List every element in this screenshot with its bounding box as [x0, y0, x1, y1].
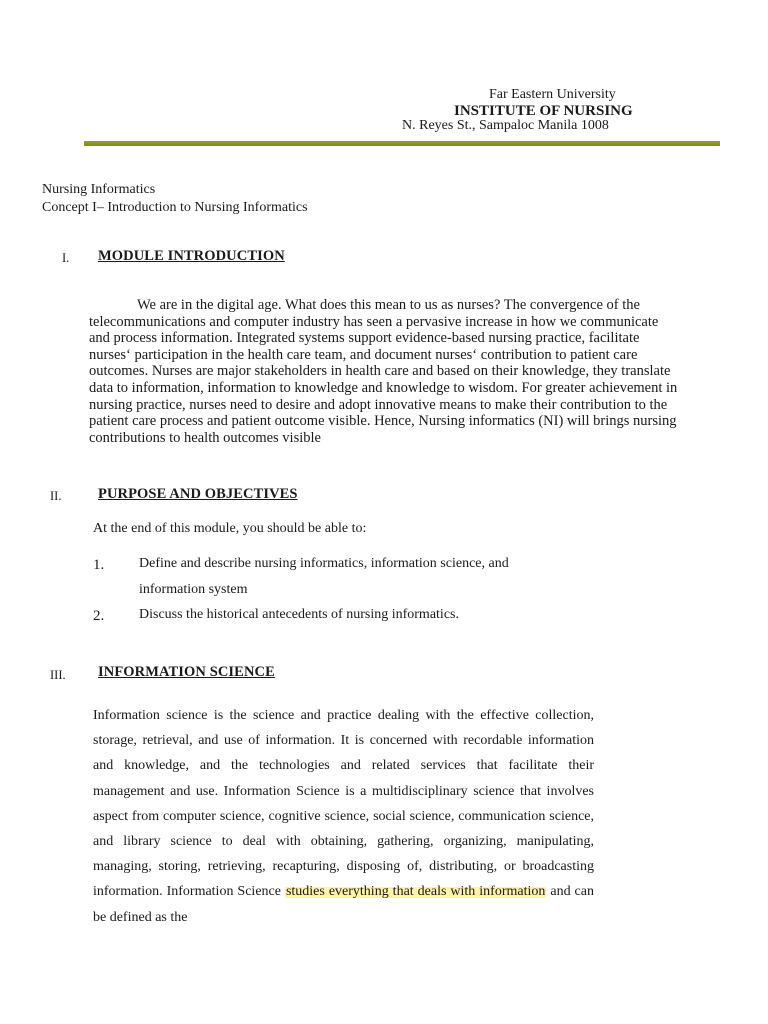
section-numeral: III.: [50, 668, 66, 682]
section-heading: PURPOSE AND OBJECTIVES: [98, 486, 298, 502]
module-intro-text: We are in the digital age. What does this mean to us as nurses? The convergence of the telecommunications and computer industry has seen a pervasive increase in how we communicate and process information. Integrated systems support evidence-based nursing practice, facilitate nurses‘ participation in the health care team, and document nurses‘ contribution to patient care outcomes. Nurses are major stakeholders in health care and based on their knowledge, they translate data to information, information to knowledge and knowledge to wisdom. For greater achievement in nursing practice, nurses need to desire and adopt innovative means to make their contribution to the patient care process and patient outcome visible. Hence, Nursing informatics (NI) will brings nursing contributions to health outcomes visible: [89, 297, 678, 446]
information-science-paragraph: [93, 703, 594, 930]
highlighted-text: studies everything that deals with information: [285, 884, 546, 900]
section-numeral: II.: [50, 489, 62, 503]
info-science-text-end: and can be defined as the: [93, 884, 594, 925]
section-numeral: I.: [62, 251, 70, 265]
module-intro-paragraph: [89, 297, 681, 446]
university-name: Far Eastern University: [489, 87, 616, 102]
section-heading: INFORMATION SCIENCE: [98, 664, 275, 680]
header-rule: [84, 141, 720, 146]
objective-item: Discuss the historical antecedents of nursing informatics.: [139, 607, 459, 622]
section-heading: MODULE INTRODUCTION: [98, 248, 285, 264]
objective-number: 1.: [93, 557, 105, 573]
concept-title: Concept I– Introduction to Nursing Informatics: [42, 200, 308, 215]
institute-name: INSTITUTE OF NURSING: [454, 103, 633, 119]
course-title: Nursing Informatics: [42, 182, 156, 197]
institute-address: N. Reyes St., Sampaloc Manila 1008: [402, 118, 609, 133]
objectives-intro: At the end of this module, you should be able to:: [93, 521, 367, 536]
objective-number: 2.: [93, 608, 105, 624]
objective-item: Define and describe nursing informatics, information science, and information system: [139, 556, 509, 597]
info-science-text: Information science is the science and practice dealing with the effective collection, storage, retrieval, and use of information. It is concerned with recordable information and knowledge, and the technologies and related services that facilitate their management and use. Information Science is a multidisciplinary science that involves aspect from computer science, cognitive science, social science, communication science, and library science to deal with obtaining, gathering, organizing, manipulating, managing, storing, retrieving, recapturing, disposing of, distributing, or broadcasting information. Information Science: [93, 708, 594, 900]
